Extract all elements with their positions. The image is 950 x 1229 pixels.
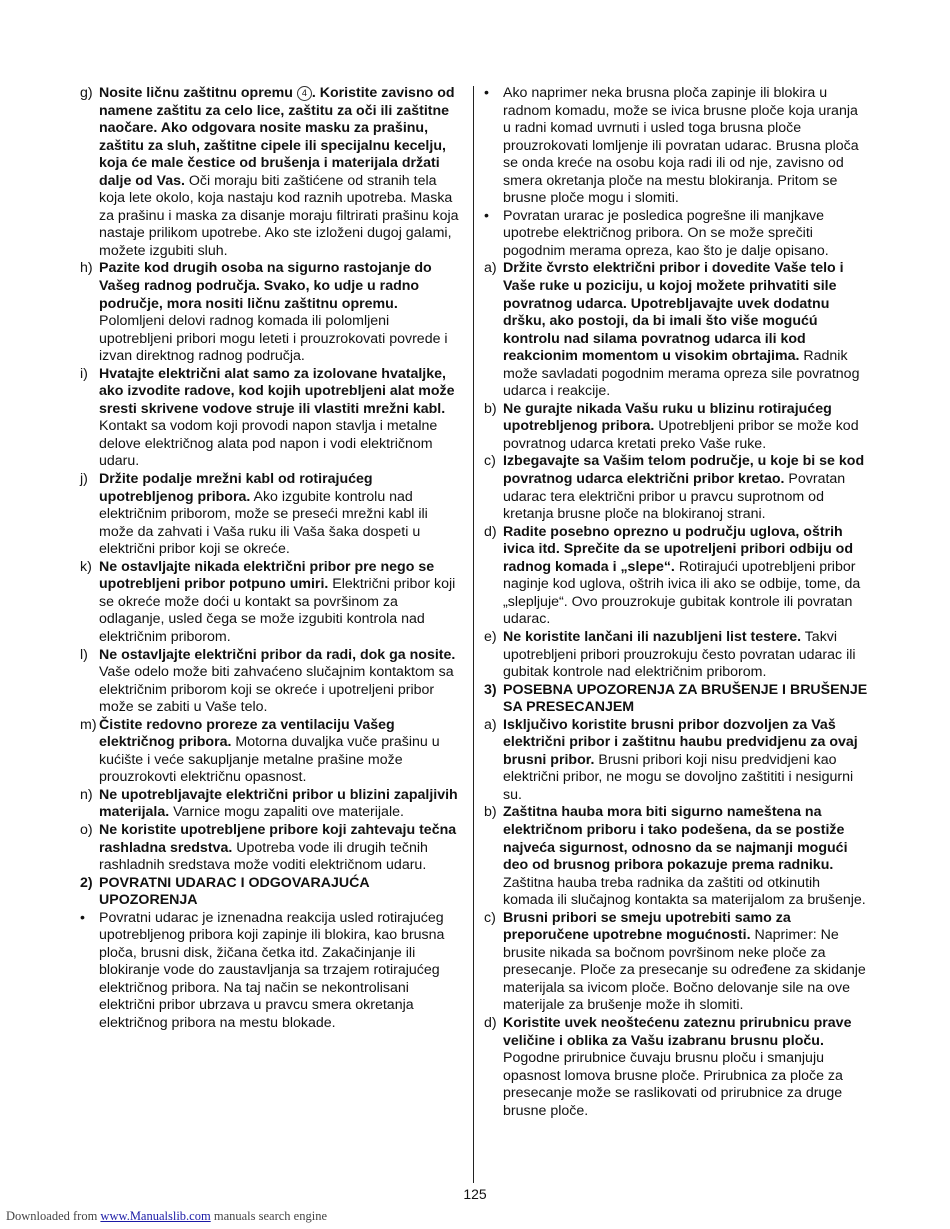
explanation-text: Rotirajući upotrebljeni pribor naginje kod uglova, oštrih ivica ili ako se odbije, tome, da „slepljuje“. Ovo prouzrokuje gubitak kontrole ili povratan udarac. [503, 558, 861, 628]
item-text [503, 524, 868, 629]
bold-instruction: Brusni pribori se smeju upotrebiti samo za preporučene upotrebne mogućnosti. [503, 909, 791, 944]
item-marker: d) [484, 523, 497, 540]
item-marker: a) [484, 716, 497, 733]
item-text [503, 910, 868, 1015]
item-text [99, 910, 462, 1033]
item-text [503, 1015, 868, 1120]
bold-instruction: Čistite redovno proreze za ventilaciju Vašeg električnog pribora. [99, 716, 395, 751]
explanation-text: Takvi upotrebljeni pribori prouzrokuju često povratan udarac ili gubitak kontrole nad električnim priborom. [503, 628, 856, 681]
item-text [503, 401, 868, 454]
item-text [99, 471, 462, 559]
list-item [80, 717, 462, 787]
item-text [503, 453, 868, 523]
item-marker: g) [80, 85, 93, 101]
explanation-text: Upotrebljeni pribor se može kod povratnog udarca kretati preko Vaše ruke. [503, 418, 859, 452]
explanation-text: Pogodne prirubnice čuvaju brusnu ploču i smanjuju opasnost lomova brusne ploče. Prirubnica za ploče za presecanje može se raslikovati od prirubnice za druge brusne ploče. [503, 1050, 843, 1119]
list-item [80, 471, 462, 559]
list-item [80, 260, 462, 365]
explanation-text: Varnice mogu zapaliti ove materijale. [169, 804, 404, 821]
bullet-item [484, 208, 868, 261]
explanation-text: Povratan udarac tera električni pribor u pravcu suprotnom od kretanja brusne ploče na blokiranoj strani. [503, 471, 846, 523]
bold-instruction: Izbegavajte sa Vašim telom područje, u koje bi se kod povratnog udarca električni pribor kretao. [503, 453, 865, 488]
circled-number-icon: 4 [297, 86, 312, 101]
item-marker: l) [80, 646, 88, 663]
item-marker: b) [484, 804, 497, 821]
item-marker: b) [484, 400, 497, 417]
manualslib-link[interactable]: www.Manualslib.com [100, 1209, 211, 1223]
bold-instruction: Ne koristite upotrebljene pribore koji zahtevaju tečna rashladna sredstva. [99, 821, 457, 856]
footer-prefix: Downloaded from [6, 1209, 101, 1223]
list-item [484, 629, 868, 682]
list-item [484, 401, 868, 454]
explanation-text: Motorna duvaljka vuče prašinu u kućište i veće sakupljanje metalne prašine može prouzrokovti električnu opasnost. [99, 734, 440, 786]
list-item [484, 524, 868, 629]
item-text [99, 85, 462, 260]
list-item [484, 453, 868, 523]
explanation-text: Radnik može savladati pogodnim merama opreza sile povratnog udarca i reakcije. [503, 348, 860, 400]
bold-instruction: Držite čvrsto električni pribor i dovedite Vaše telo i Vaše ruke u poziciju, u kojoj možete prihvatiti sile povratnog udarca. Upotrebljavajte uvek dodatnu dršku, ako postoji, da bi imali što više mogućú kontrolu nad silama povratnog udarca ili kod reakcionim momentom u visokim obrtajima. [503, 260, 844, 365]
explanation-text: Povratni udarac je iznenadna reakcija usled rotirajućeg upotrebljenog pribora koji zapinje ili blokira, kao brusna ploča, brusni disk, žičana četka itd. Zakačinjanje ili blokiranje vode do zaustavljanja sa trzajem rotirajućeg električnog pribora. Na taj način se nekontrolisani električni pribor ubrzava u pravcu smera okretanja električnog pribora na mestu blokade. [99, 909, 445, 1031]
list-item [484, 717, 868, 805]
bold-instruction: Radite posebno oprezno u području uglova, oštrih ivica itd. Sprečite da se upotreljeni pribori odbiju od radnog komada i „slepe“. [503, 523, 854, 575]
explanation-text: Ako izgubite kontrolu nad električnim priborom, može se preseći mrežni kabl ili može da zahvati i Vaša ruku ili Vaša šaka dospeti u električni pribor koji se okreće. [99, 488, 428, 558]
bullet-item [80, 910, 462, 1033]
bold-instruction: Hvatajte električni alat samo za izolovane hvataljke, ako izvodite radove, kod kojih upotrebljeni alat može sresti skrivene vodove struje ili vlastiti mrežni kabl. [99, 365, 455, 417]
explanation-text: Vaše odelo može biti zahvaćeno slučajnim kontaktom sa električnim priborom koji se okreće i upotreljeni pribor može se zabiti u Vaše telo. [99, 664, 454, 716]
bold-instruction-cont: . Koristite zavisno od namene zaštitu za celo lice, zaštitu za oči ili zaštitne naočare. Ako odgovara nosite masku za prašinu, zaštitu za sluh, zaštitne cipele ili specijalnu kecelju, koja će male čestice od brušenja i materijala držati dalje od Vas. [99, 85, 455, 189]
item-marker: i) [80, 365, 88, 382]
list-item [484, 804, 868, 909]
list-item [80, 366, 462, 471]
item-text [503, 682, 868, 717]
item-text [99, 647, 462, 717]
list-item [484, 260, 868, 400]
bold-instruction: Pazite kod drugih osoba na sigurno rastojanje do Vašeg radnog područja. Svako, ko udje u radno područje, mora nositi ličnu zaštitnu opremu. [99, 260, 432, 312]
bold-instruction: Ne gurajte nikada Vašu ruku u blizinu rotirajućeg upotrebljenog pribora. [503, 400, 832, 435]
item-text [99, 717, 462, 787]
explanation-text: Kontakt sa vodom koji provodi napon stavlja i metalne delove električnog alata pod napon i vodi električnom udaru. [99, 418, 438, 470]
item-text [503, 804, 868, 909]
item-marker: a) [484, 260, 497, 277]
download-footer [6, 1209, 327, 1224]
bold-instruction: Koristite uvek neoštećenu zateznu prirubnicu prave veličine i oblika za Vašu izabranu brusnu ploču. [503, 1014, 852, 1049]
item-text [99, 787, 462, 822]
item-text [99, 260, 462, 365]
explanation-text: Naprimer: Ne brusite nikada sa bočnom površinom neke ploče za presecanje. Ploče za presecanje su određene za skidanje materijala sa ivicom ploče. Bočno delovanje sile na ove materijale za brušenje može ih slomiti. [503, 927, 866, 1014]
item-text [99, 366, 462, 471]
item-text [503, 629, 868, 682]
footer-suffix: manuals search engine [210, 1209, 327, 1223]
explanation-text: Električni pribor koji se okreće može doći u kontakt sa površinom za odlaganje, usled čega se može izgubiti kontrola nad električnim priborom. [99, 576, 456, 645]
item-marker: 3) [484, 681, 497, 698]
item-text [99, 822, 462, 875]
item-marker: 2) [80, 874, 93, 891]
bold-instruction: Ne ostavljajte nikada električni pribor pre nego se upotrebljeni pribor potpuno umiri. [99, 558, 435, 593]
item-marker: n) [80, 786, 93, 803]
bold-instruction: Ne upotrebljavajte električni pribor u blizini zapaljivih materijala. [99, 786, 458, 821]
list-item [80, 559, 462, 647]
item-marker: d) [484, 1014, 497, 1031]
list-item [80, 822, 462, 875]
bold-instruction: Isključivo koristite brusni pribor dozvoljen za Vaš električni pribor i zaštitnu haubu predvidjenu za ovaj brusni pribor. [503, 716, 858, 768]
item-marker: k) [80, 558, 92, 575]
page-number: 125 [463, 1186, 487, 1202]
item-marker: • [80, 909, 85, 926]
explanation-text: Zaštitna hauba treba radnika da zaštiti od otkinutih komada ili slučajnog kontakta sa materijalom za brušenje. [503, 874, 866, 909]
item-marker: c) [484, 453, 496, 470]
right-column [484, 85, 868, 1120]
bold-instruction: Nosite ličnu zaštitnu opremu [99, 85, 297, 101]
bold-instruction: Držite podalje mrežni kabl od rotirajućeg upotrebljenog pribora. [99, 471, 373, 505]
section-heading [484, 682, 868, 717]
item-marker: c) [484, 909, 496, 926]
bold-instruction: Zaštitna hauba mora biti sigurno nameštena na električnom priboru i tako podešena, da se postiže najveća sigurnost, odnosno da se najmanji mogući deo od brusnog pribora pokazuje prema radniku. [503, 804, 848, 874]
list-item [80, 787, 462, 822]
item-text [99, 559, 462, 647]
item-marker: h) [80, 260, 93, 277]
item-marker: e) [484, 628, 497, 645]
column-divider [473, 86, 474, 1183]
item-text [99, 875, 462, 910]
bullet-item [484, 85, 868, 208]
explanation-text: Oči moraju biti zaštićene od stranih tela koja lete okolo, koja nastaju kod raznih upotreba. Maska za prašinu i maska za disanje moraju filtrirati prašinu koja nastaje prilikom upotrebe. Ako ste izloženi dugoj galami, možete izgubiti sluh. [99, 172, 459, 259]
explanation-text: Brusni pribori koji nisu predvidjeni kao električni pribor, ne mogu se dovoljno zaštititi i nesigurni su. [503, 751, 854, 803]
list-item [484, 1015, 868, 1120]
item-marker: j) [80, 471, 88, 488]
item-marker: o) [80, 821, 93, 838]
item-text [503, 208, 868, 261]
item-marker: • [484, 85, 489, 101]
list-item [80, 85, 462, 260]
explanation-text: Polomljeni delovi radnog komada ili polomljeni upotrebljeni pribori mogu leteti i prouzrokovati povrede i izvan direktnog radnog područja. [99, 313, 448, 365]
list-item [484, 910, 868, 1015]
heading-text: POVRATNI UDARAC I ODGOVARAJUĆA UPOZORENJA [99, 874, 370, 909]
heading-text: POSEBNA UPOZORENJA ZA BRUŠENJE I BRUŠENJE SA PRESECANJEM [503, 681, 868, 716]
explanation-text: Ako naprimer neka brusna ploča zapinje ili blokira u radnom komadu, može se ivica brusne ploče koja uranja u radni komad uvrnuti i usled toga brusna ploče prouzrokovati lomljenje ili povratan udarac. Brusna ploča se onda kreće na osobu koja radi ili od nje, zavisno od smera okretanja ploče na mestu blokiranja. Pritom se brusne ploče mogu i slomiti. [503, 85, 859, 207]
section-heading [80, 875, 462, 910]
list-item [80, 647, 462, 717]
explanation-text: Povratan urarac je posledica pogrešne ili manjkave upotrebe električnog pribora. On se može sprečiti pogodnim merama opreza, kao što je dalje opisano. [503, 207, 829, 259]
item-marker: • [484, 207, 489, 224]
left-column [80, 85, 462, 1033]
item-text [503, 260, 868, 400]
bold-instruction: Ne koristite lančani ili nazubljeni list testere. [503, 628, 802, 645]
item-text [503, 85, 868, 208]
explanation-text: Upotreba vode ili drugih tečnih rashladnih sredstava može voditi električnom udaru. [99, 839, 428, 874]
item-text [503, 717, 868, 805]
item-marker: m) [80, 716, 97, 733]
bold-instruction: Ne ostavljajte električni pribor da radi, dok ga nosite. [99, 646, 456, 663]
